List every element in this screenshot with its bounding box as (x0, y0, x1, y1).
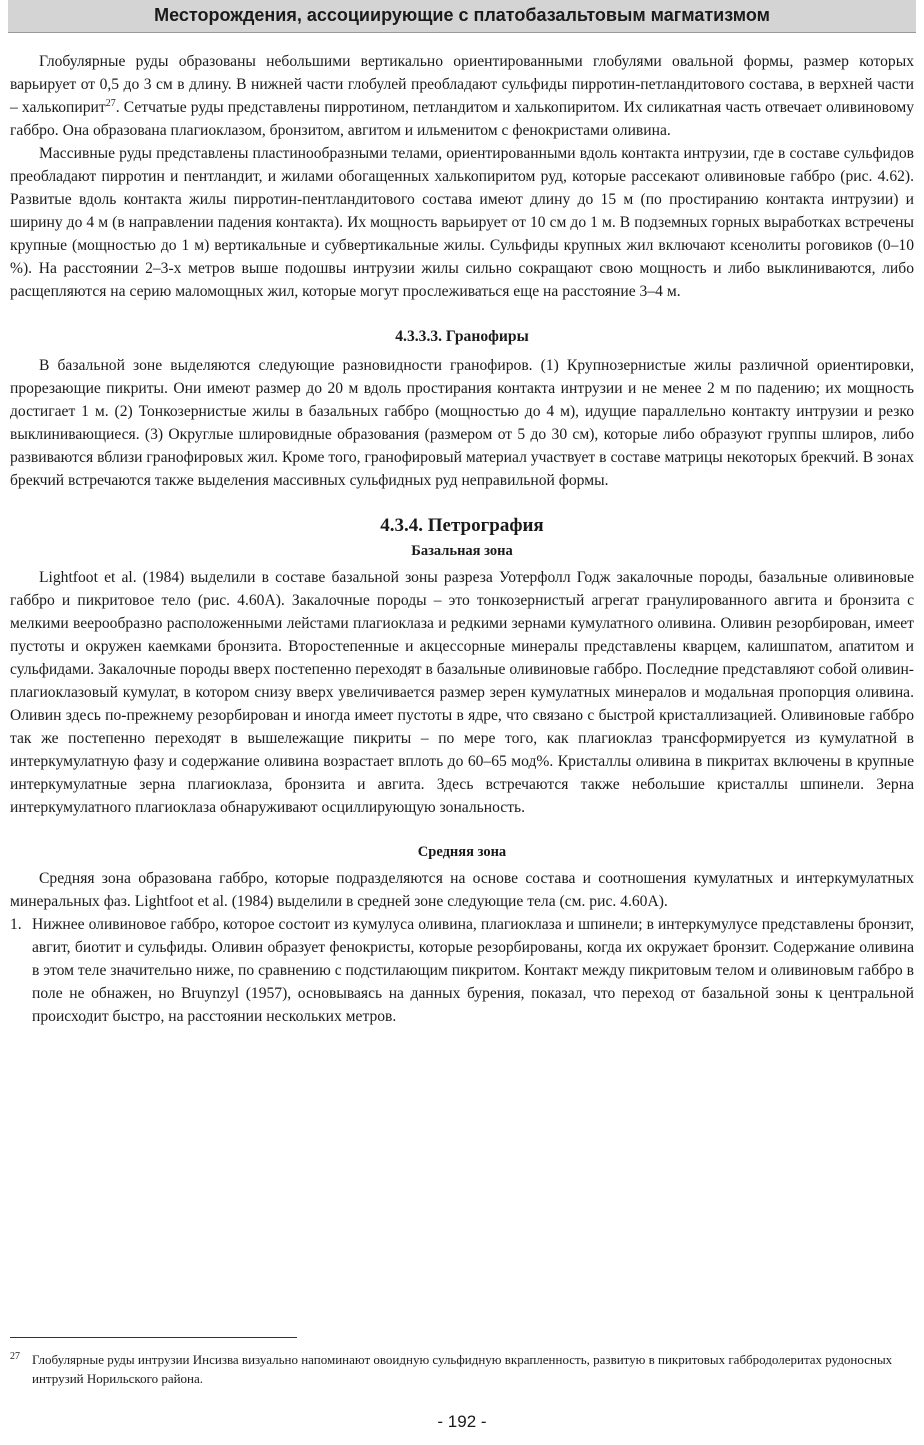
paragraph-globular-ores: Глобулярные руды образованы небольшими вертикально ориентированными глобулями овальной формы, размер которых варьирует от 0,5 до 3 см в длину. В нижней части глобулей преобладают сульфиды пирротин-петландитового состава, в верхней части – халькопирит$^{27}$. Сетчатые руды представлены пирротином, петландитом и халькопиритом. Их силикатная часть отвечает оливиновому габбро. Она образована плагиоклазом, бронзитом, авгитом и ильменитом с фенокристами оливина. (10, 53, 914, 139)
footnote-text: Глобулярные руды интрузии Инсизва визуально напоминают овоидную сульфидную вкрапленность, развитую в пикритовых габбродолеритах рудоносных интрузий Норильского района. (32, 1352, 893, 1386)
footnote (10, 1350, 910, 1388)
list-item-text: Нижнее оливиновое габбро, которое состоит из кумулуса оливина, плагиоклаза и шпинели; в интеркумулусе представлены бронзит, авгит, биотит и сульфиды. Оливин образует фенокристы, которые резорбированы, когда их окружает бронзит. Содержание оливина в этом теле значительно ниже, по сравнению с подстилающим пикритом. Контакт между пикритовым телом и оливиновым габбро в поле не обнажен, но Bruynzyl (1957), основываясь на данных бурения, показал, что переход от базальной зоны к центральной происходит быстро, на расстоянии нескольких метров. (32, 916, 914, 1025)
section-heading-granophyres: 4.3.3.3. Гранофиры (395, 328, 529, 345)
paragraph-granophyres: В базальной зоне выделяются следующие разновидности гранофиров. (1) Крупнозернистые жилы различной ориентировки, прорезающие пикриты. Они имеют размер до 20 м вдоль простирания контакта интрузии и не менее 2 м по падению; их мощность достигает 1 м. (2) Тонкозернистые жилы в базальных габбро (мощностью до 4 м), идущие параллельно контакту интрузии и резко выклинивающиеся. (3) Округлые шлировидные образования (размером от 5 до 30 см), которые либо образуют группы шлиров, либо развиваются вблизи гранофировых жил. Кроме того, гранофировый материал участвует в составе матрицы некоторых брекчий. В зонах брекчий встречаются также выделения массивных сульфидных руд неправильной формы. (10, 357, 914, 489)
subheading-basal-zone: Базальная зона (411, 543, 513, 559)
section-heading-petrography: 4.3.4. Петрография (380, 515, 544, 536)
running-header-title: Месторождения, ассоциирующие с платобазальтовым магматизмом (154, 5, 770, 25)
list-item (10, 913, 914, 1028)
subheading-middle-zone: Средняя зона (417, 844, 507, 860)
running-header (8, 0, 916, 33)
page-number: - 192 - (437, 1412, 487, 1431)
list-item-number: 1. (10, 916, 22, 933)
paragraph-basal-zone: Lightfoot et al. (1984) выделили в составе базальной зоны разреза Уотерфолл Годж закалочные породы, базальные оливиновые габбро и пикритовое тело (рис. 4.60А). Закалочные породы – это тонкозернистый агрегат гранулированного авгита и бронзита с мелкими веерообразно расположенными лейстами плагиоклаза и редкими зернами кумулатного оливина. Оливин резорбирован, имеет пустоты и окружен каемками бронзита. Второстепенные и акцессорные минералы представлены кварцем, калишпатом, апатитом и сульфидами. Закалочные породы вверх постепенно переходят в базальные оливиновые габбро. Последние представляют собой оливин-плагиоклазовый кумулат, в котором снизу вверх увеличивается размер зерен кумулатных минералов и модальная пропорция оливина. Оливин здесь по-прежнему резорбирован и иногда имеет пустоты в ядре, что связано с быстрой кристаллизацией. Оливиновые габбро так же постепенно переходят в вышележащие пикриты – по мере того, как плагиоклаз трансформируется из кумулатной в интеркумулатную фазу и содержание оливина возрастает вплоть до 60–65 мод%. Кристаллы оливина в пикритах включены в крупные интеркумулатные зерна плагиоклаза, бронзита и авгита. Здесь встречаются также небольшие кристаллы шпинели. Зерна интеркумулатного плагиоклаза обнаруживают осциллирующую зональность. (10, 569, 915, 816)
footnote-ref-27[interactable]: 27 (105, 97, 116, 109)
page-body (10, 50, 914, 1028)
footnote-mark: 27 (10, 1351, 20, 1362)
footnote-divider (10, 1337, 297, 1338)
paragraph-massive-ores: Массивные руды представлены пластинообразными телами, ориентированными вдоль контакта интрузии, где в составе сульфидов преобладают пирротин и пентландит, и жилами обогащенных халькопиритом руд, которые рассекают оливиновые габбро (рис. 4.62). Развитые вдоль контакта жилы пирротин-пентландитового состава имеют длину до 15 м (по простиранию контакта интрузии) и ширину до 4 м (в направлении падения контакта). Их мощность варьирует от 10 см до 1 м. В подземных горных выработках встречены крупные (мощностью до 1 м) вертикальные и субвертикальные жилы. Сульфиды крупных жил включают ксенолиты роговиков (0–10 %). На расстоянии 2–3-х метров выше подошвы интрузии жилы сильно сокращают свою мощность и либо выклиниваются, либо расщепляются на серию маломощных жил, которые могут прослеживаться еще на расстояние 3–4 м. (10, 145, 914, 300)
paragraph-middle-zone: Средняя зона образована габбро, которые подразделяются на основе состава и соотношения кумулатных и интеркумулатных минеральных фаз. Lightfoot et al. (1984) выделили в средней зоне следующие тела (см. рис. 4.60А). (10, 870, 914, 910)
